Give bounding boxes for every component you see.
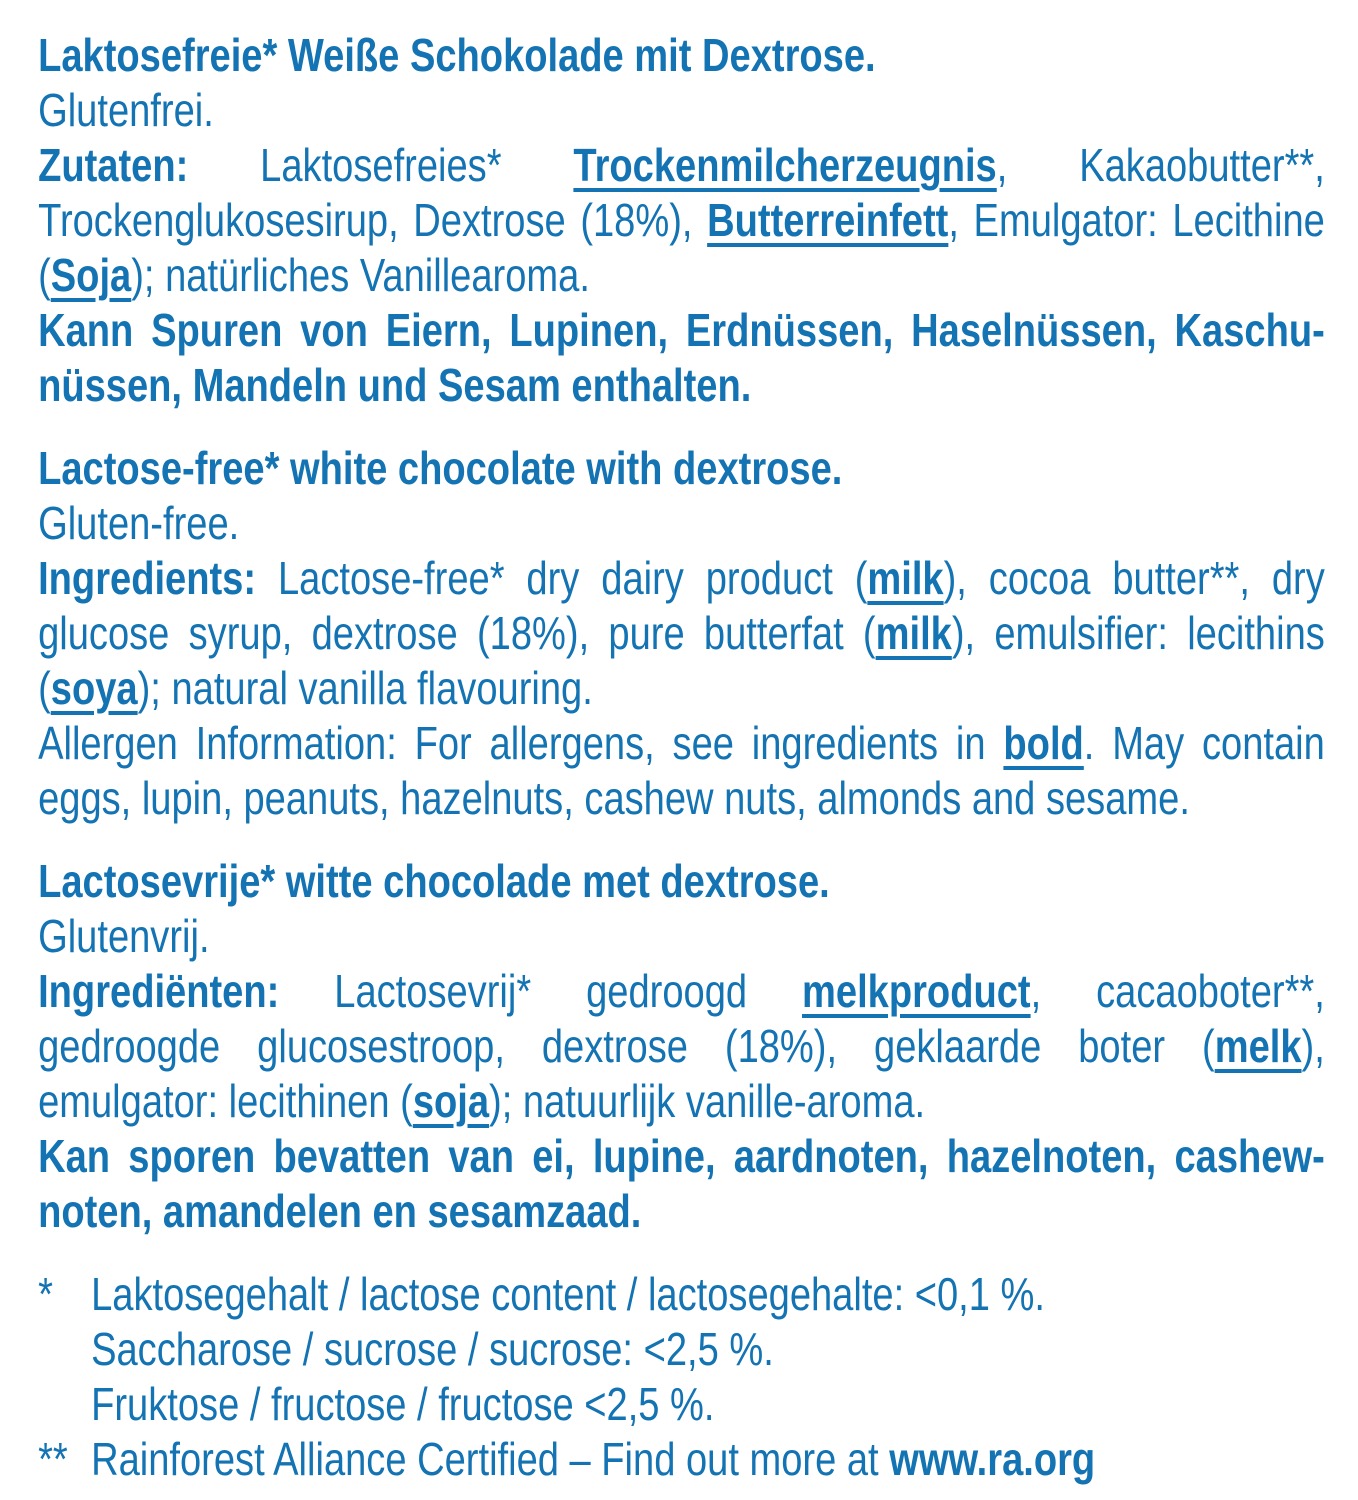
- text-run: Lactosevrije* witte chocolade met dextrose.: [38, 855, 830, 907]
- text-run: ); natürliches Vanillearoma.: [131, 249, 590, 301]
- section-english: [38, 441, 1325, 826]
- footnote-marker: **: [38, 1433, 68, 1485]
- nl-glutenfree: [38, 909, 1325, 964]
- text-run: Glutenvrij.: [38, 910, 210, 962]
- text-run: ); natural vanilla flavouring.: [137, 662, 593, 714]
- text-run: ), cocoa butter**, dry glucose syrup, dextrose (18%), pure butterfat (: [38, 552, 1325, 659]
- text-run: melkproduct: [802, 965, 1031, 1017]
- en-product-title: [38, 441, 1325, 496]
- section-footnotes: [38, 1267, 1325, 1487]
- text-run: Zutaten:: [38, 139, 189, 191]
- en-glutenfree: [38, 496, 1325, 551]
- footnote-text: [91, 1432, 1325, 1487]
- de-product-title: [38, 28, 1325, 83]
- text-run: Laktosefreies*: [188, 139, 574, 191]
- nl-traces: [38, 1129, 1325, 1239]
- text-run: ), emulgator: lecithinen (: [38, 1020, 1325, 1127]
- text-run: Butterreinfett: [707, 194, 949, 246]
- en-ingredients: [38, 551, 1325, 716]
- text-run: Rainforest Alliance Certified – Find out more at: [91, 1433, 890, 1485]
- text-run: Ingredients:: [38, 552, 257, 604]
- text-run: melk: [1214, 1020, 1302, 1072]
- text-run: bold: [1003, 717, 1084, 769]
- text-run: Soja: [50, 249, 132, 301]
- text-run: Kan sporen bevatten van ei, lupine, aardnoten, hazelnoten, cashewnoten, amandelen en sesamzaad.: [38, 1130, 1325, 1237]
- en-allergen-info: [38, 716, 1325, 826]
- text-run: Allergen Information: For allergens, see ingredients in: [38, 717, 1004, 769]
- nl-product-title: [38, 854, 1325, 909]
- footnote-rainforest: [38, 1432, 1325, 1487]
- text-run: soya: [50, 662, 138, 714]
- text-run: ), emulsifier: lecithins (: [38, 607, 1325, 714]
- label-sections: [38, 28, 1325, 1487]
- section-dutch: [38, 854, 1325, 1239]
- text-run: , cacaoboter**, gedroogde glucosestroop, dextrose (18%), geklaarde boter (: [38, 965, 1325, 1072]
- footnote-lactose: [38, 1267, 1325, 1432]
- text-run: soja: [412, 1075, 490, 1127]
- text-run: Kann Spuren von Eiern, Lupinen, Erdnüssen, Haselnüssen, Kaschunüssen, Mandeln und Sesam enthalten.: [38, 304, 1325, 411]
- text-run: ); natuurlijk vanille-aroma.: [489, 1075, 926, 1127]
- text-run: milk: [867, 552, 944, 604]
- text-run: Laktosefreie* Weiße Schokolade mit Dextrose.: [38, 29, 876, 81]
- text-run: Trockenmilcherzeugnis: [573, 139, 997, 191]
- text-run: Lactose-free* white chocolate with dextrose.: [38, 442, 843, 494]
- text-run: www.ra.org: [889, 1433, 1096, 1485]
- text-run: Lactose-free* dry dairy product (: [256, 552, 868, 604]
- section-german: [38, 28, 1325, 413]
- footnote-line: Saccharose / sucrose / sucrose: <2,5 %.: [91, 1323, 774, 1375]
- footnote-marker: *: [38, 1268, 53, 1320]
- text-run: Gluten-free.: [38, 497, 240, 549]
- footnote-text: [91, 1267, 1325, 1432]
- de-traces: [38, 303, 1325, 413]
- text-run: Lactosevrij* gedroogd: [279, 965, 803, 1017]
- footnote-line: Fruktose / fructose / fructose <2,5 %.: [91, 1378, 715, 1430]
- text-run: , Kakaobutter**, Trockenglukosesirup, Dextrose (18%),: [38, 139, 1325, 246]
- footnote-line: Laktosegehalt / lactose content / lactosegehalte: <0,1 %.: [91, 1268, 1045, 1320]
- text-run: , Emulgator: Lecithine (: [38, 194, 1325, 301]
- de-ingredients: [38, 138, 1325, 303]
- nl-ingredients: [38, 964, 1325, 1129]
- de-glutenfree: [38, 83, 1325, 138]
- text-run: Ingrediënten:: [38, 965, 280, 1017]
- text-run: . May contain eggs, lupin, peanuts, hazelnuts, cashew nuts, almonds and sesame.: [38, 717, 1325, 824]
- text-run: Glutenfrei.: [38, 84, 214, 136]
- text-run: milk: [875, 607, 952, 659]
